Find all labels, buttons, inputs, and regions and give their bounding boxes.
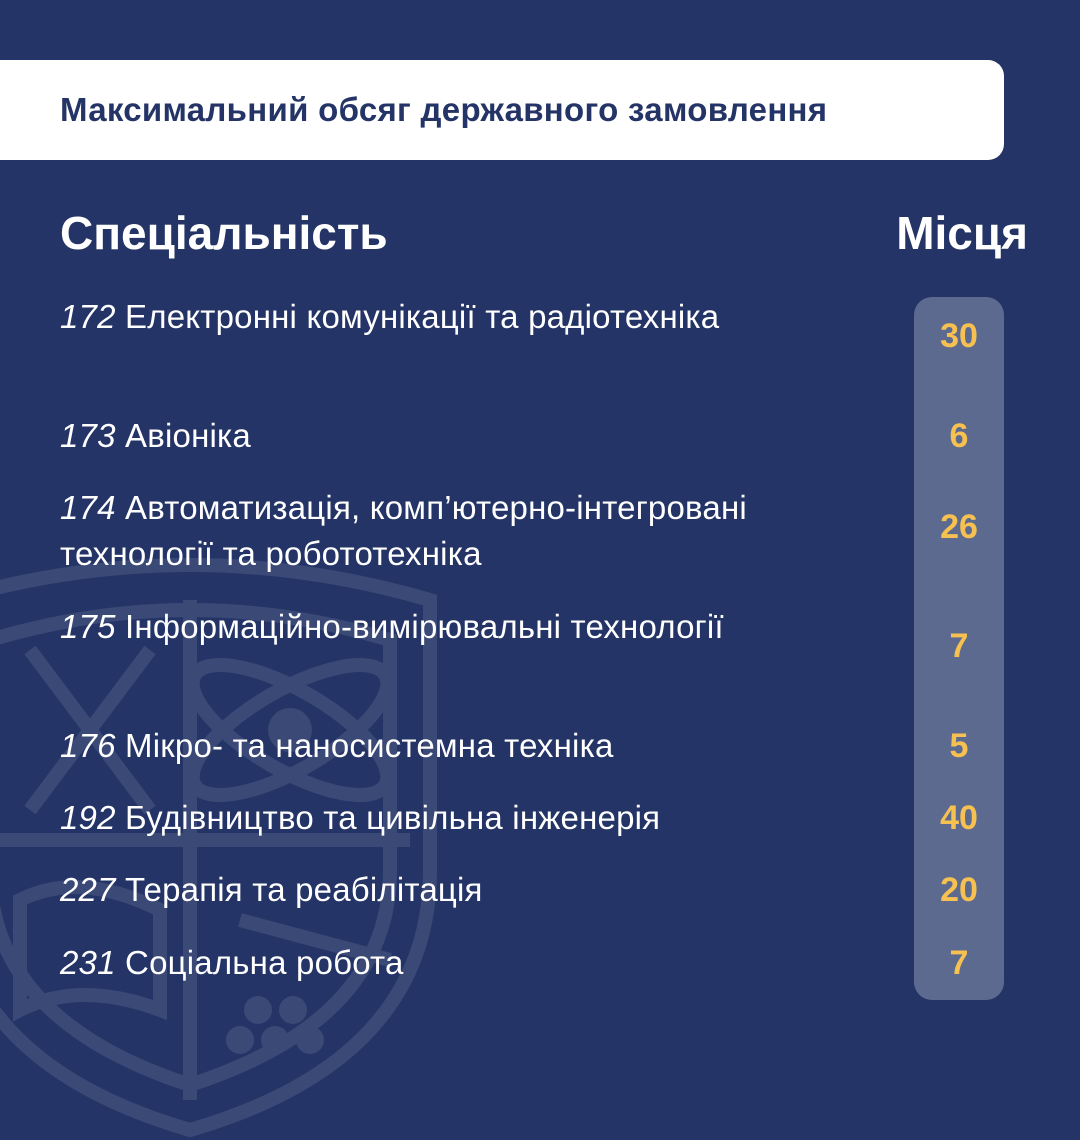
specialty-code: 174 <box>60 489 116 526</box>
places-value: 20 <box>940 871 978 909</box>
specialty-name: Авіоніка <box>125 417 251 454</box>
table-row-specialty <box>60 485 880 577</box>
table-row-specialty <box>60 867 860 913</box>
specialty-column-header: Спеціальність <box>60 207 388 259</box>
table-row-specialty <box>60 940 860 986</box>
places-value: 40 <box>940 799 978 837</box>
places-value: 6 <box>949 417 969 455</box>
table-row-specialty <box>60 604 760 650</box>
specialty-code: 175 <box>60 608 116 645</box>
specialty-code: 231 <box>60 944 116 981</box>
specialty-name: Будівництво та цивільна інженерія <box>125 799 661 836</box>
table-row-specialty <box>60 723 860 769</box>
specialty-name: Мікро- та наносистемна техніка <box>125 727 614 764</box>
specialty-code: 173 <box>60 417 116 454</box>
specialty-name: Терапія та реабілітація <box>125 871 483 908</box>
specialty-code: 176 <box>60 727 116 764</box>
specialty-name: Інформаційно-вимірювальні технології <box>125 608 724 645</box>
specialty-code: 192 <box>60 799 116 836</box>
specialty-name: Електронні комунікації та радіотехніка <box>125 298 720 335</box>
specialty-code: 227 <box>60 871 116 908</box>
places-value: 7 <box>949 627 969 665</box>
places-value: 26 <box>940 508 978 546</box>
title-banner <box>0 60 1004 160</box>
table-row-specialty <box>60 413 860 459</box>
page-title: Максимальний обсяг державного замовлення <box>60 91 828 128</box>
places-value: 7 <box>949 944 969 982</box>
specialty-name: Соціальна робота <box>125 944 404 981</box>
table-row-specialty <box>60 795 860 841</box>
places-column-header: Місця <box>896 207 1028 259</box>
specialty-code: 172 <box>60 298 116 335</box>
places-value: 30 <box>940 317 978 355</box>
table-row-specialty <box>60 294 860 340</box>
specialty-name: Автоматизація, комп’ютерно-інтегровані технології та робототехніка <box>60 489 747 572</box>
places-value: 5 <box>949 727 969 765</box>
